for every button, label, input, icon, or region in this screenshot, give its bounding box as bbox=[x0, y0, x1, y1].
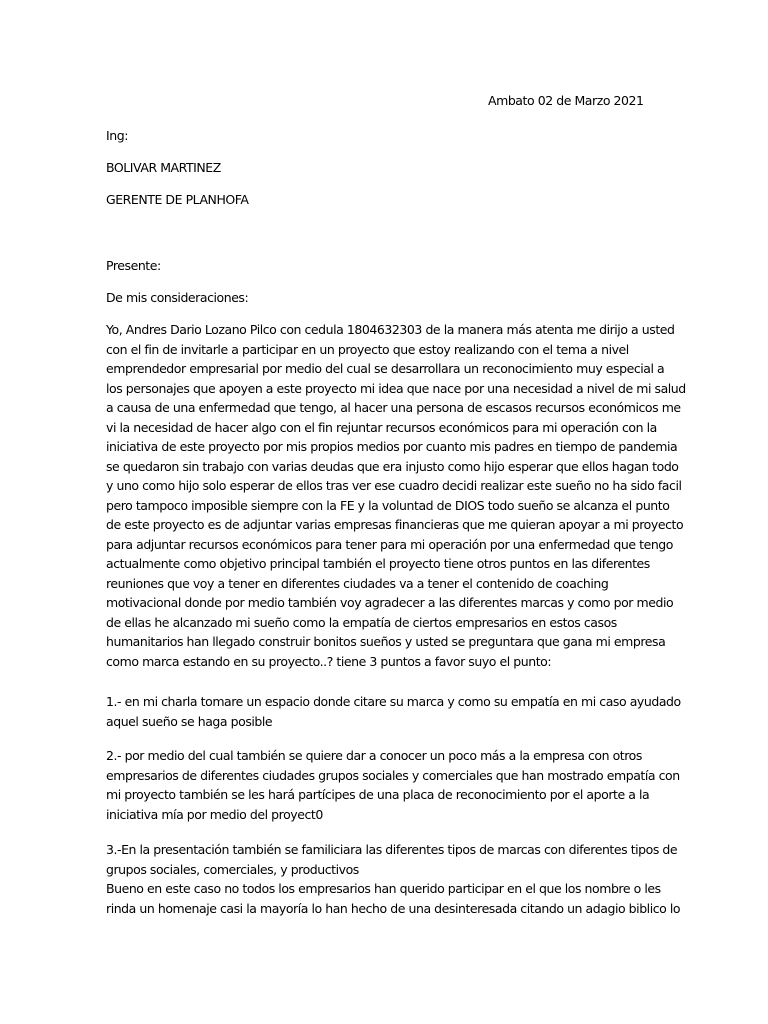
point-two-paragraph bbox=[106, 746, 680, 824]
body-paragraph bbox=[106, 320, 686, 671]
presente-heading: Presente: bbox=[106, 258, 161, 273]
body-line: humanitarios han llegado construir bonitos sueños y usted se preguntara que gana mi empresa bbox=[106, 634, 666, 649]
body-line: de este proyecto es de adjuntar varias empresas financieras que me quieran apoyar a mi proyecto bbox=[106, 517, 684, 532]
letter-date: Ambato 02 de Marzo 2021 bbox=[488, 93, 644, 108]
point-one-line: aquel sueño se haga posible bbox=[106, 713, 273, 729]
point-two-line: 2.- por medio del cual también se quiere dar a conocer un poco más a la empresa con otros bbox=[106, 748, 642, 763]
body-line: a causa de una enfermedad que tengo, al hacer una persona de escasos recursos económicos me bbox=[106, 400, 681, 415]
point-three-line: 3.-En la presentación también se familiciara las diferentes tipos de marcas con diferentes tipos de bbox=[106, 842, 678, 857]
body-line: con el fin de invitarle a participar en un proyecto que estoy realizando con el tema a nivel bbox=[106, 341, 629, 357]
point-three-line: Bueno en este caso no todos los empresarios han querido participar en el que los nombre o les bbox=[106, 881, 661, 896]
body-line: los personajes que apoyen a este proyecto mi idea que nace por una necesidad a nivel de mi salud bbox=[106, 380, 686, 396]
body-line: vi la necesidad de hacer algo con el fin rejuntar recursos económicos para mi operación con la bbox=[106, 419, 657, 435]
body-line: Yo, Andres Dario Lozano Pilco con cedula 1804632303 de la manera más atenta me dirijo a usted bbox=[106, 322, 675, 337]
body-line: iniciativa de este proyecto por mis propios medios por cuanto mis padres en tiempo de pandemia bbox=[106, 439, 678, 454]
point-one-paragraph bbox=[106, 692, 681, 731]
point-three-line: grupos sociales, comerciales, y productivos bbox=[106, 861, 359, 877]
point-two-line: mi proyecto también se les hará partícipes de una placa de reconocimiento por el aporte a la bbox=[106, 787, 650, 802]
body-line: de ellas he alcanzado mi sueño como la empatía de ciertos empresarios en estos casos bbox=[106, 614, 617, 630]
body-line: como marca estando en su proyecto..? tiene 3 puntos a favor suyo el punto: bbox=[106, 653, 552, 669]
body-line: se quedaron sin trabajo con varias deudas que era injusto como hijo esperar que ellos hagan todo bbox=[106, 458, 679, 474]
body-line: y uno como hijo solo esperar de ellos tras ver ese cuadro decidi realizar este sueño no ha sido facil bbox=[106, 478, 682, 493]
point-one-line: 1.- en mi charla tomare un espacio donde citare su marca y como su empatía en mi caso ayudado bbox=[106, 694, 681, 709]
point-three-line: rinda un homenaje casi la mayoría lo han hecho de una desinteresada citando un adagio biblico lo bbox=[106, 900, 681, 916]
recipient-role: GERENTE DE PLANHOFA bbox=[106, 192, 249, 207]
salutation-title: Ing: bbox=[106, 128, 128, 143]
body-line: actualmente como objetivo principal también el proyecto tiene otros puntos en las diferentes bbox=[106, 556, 650, 571]
body-line: pero tampoco imposible siempre con la FE y la voluntad de DIOS todo sueño se alcanza el punto bbox=[106, 497, 670, 513]
point-two-line: iniciativa mía por medio del proyect0 bbox=[106, 806, 323, 822]
point-two-line: empresarios de diferentes ciudades grupos sociales y comerciales que han mostrado empatía con bbox=[106, 767, 680, 783]
body-line: para adjuntar recursos económicos para tener para mi operación por una enfermedad que tengo bbox=[106, 536, 673, 552]
body-line: motivacional donde por medio también voy agradecer a las diferentes marcas y como por medio bbox=[106, 595, 674, 610]
consideraciones-heading: De mis consideraciones: bbox=[106, 290, 249, 305]
body-line: emprendedor empresarial por medio del cual se desarrollara un reconocimiento muy especial a bbox=[106, 361, 665, 376]
body-line: reuniones que voy a tener en diferentes ciudades va a tener el contenido de coaching bbox=[106, 575, 609, 591]
point-three-paragraph bbox=[106, 840, 681, 918]
recipient-name: BOLIVAR MARTINEZ bbox=[106, 160, 221, 175]
